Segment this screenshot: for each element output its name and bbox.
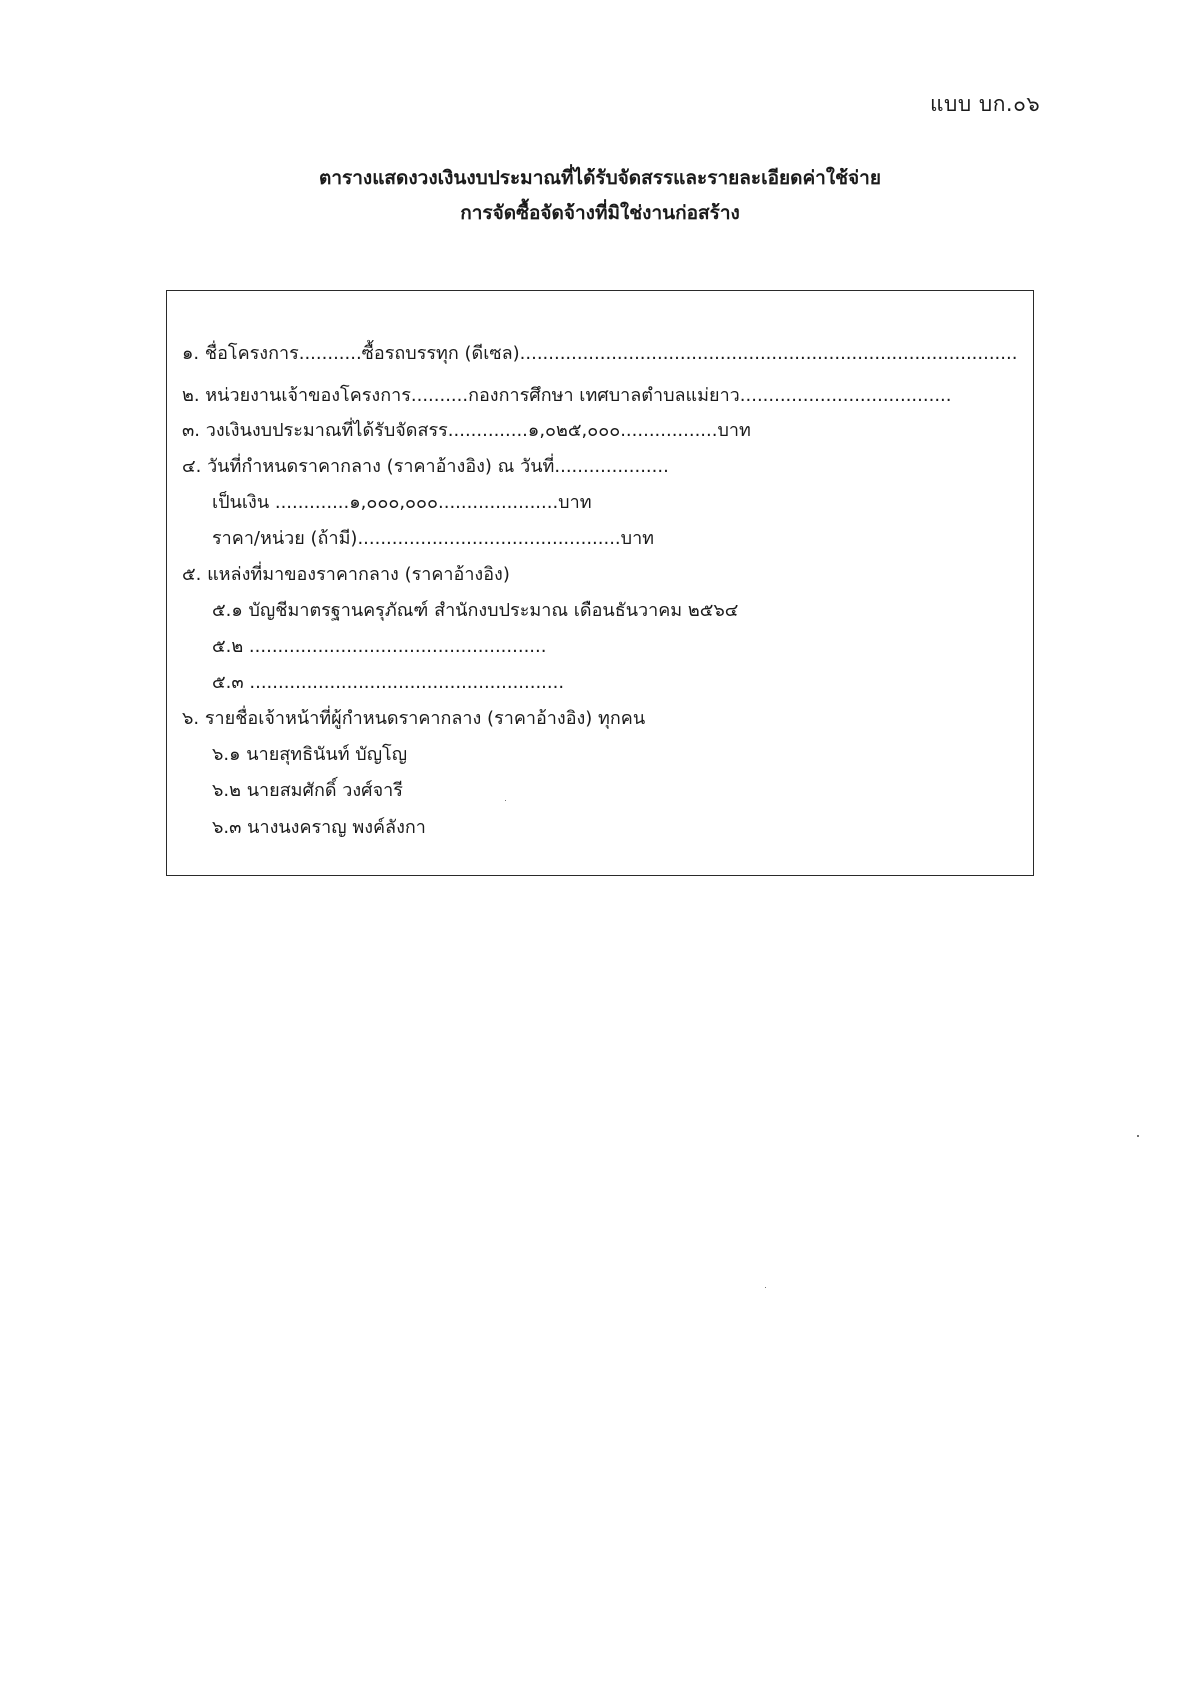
item-6-1: ๖.๑ นายสุทธินันท์ บัญโญ <box>212 744 408 765</box>
item-5-price-source: ๕. แหล่งที่มาของราคากลาง (ราคาอ้างอิง) <box>182 564 510 585</box>
item-5-2: ๕.๒ .................................................... <box>212 636 547 657</box>
scan-speck <box>505 800 506 801</box>
document-title-line-2: การจัดซื้อจัดจ้างที่มิใช่งานก่อสร้าง <box>460 202 740 224</box>
item-6-2: ๖.๒ นายสมศักดิ์ วงศ์จารี <box>212 780 403 801</box>
item-5-3: ๕.๓ ....................................................... <box>212 672 565 693</box>
item-5-1: ๕.๑ บัญชีมาตรฐานครุภัณฑ์ สำนักงบประมาณ เดือนธันวาคม ๒๕๖๔ <box>212 600 739 621</box>
item-6-3: ๖.๓ นางนงคราญ พงค์ลังกา <box>212 817 426 838</box>
document-title-line-1: ตารางแสดงวงเงินงบประมาณที่ได้รับจัดสรรและรายละเอียดค่าใช้จ่าย <box>319 167 881 189</box>
item-1-project-name: ๑. ชื่อโครงการ...........ซื้อรถบรรทุก (ดีเซล)....................................................................................... <box>182 343 1018 364</box>
item-4-unit-price: ราคา/หน่วย (ถ้ามี)..............................................บาท <box>212 528 655 549</box>
scan-speck <box>765 1287 766 1288</box>
form-code: แบบ บก.๐๖ <box>930 92 1041 116</box>
item-6-officials: ๖. รายชื่อเจ้าหน้าที่ผู้กำหนดราคากลาง (ราคาอ้างอิง) ทุกคน <box>182 708 646 729</box>
item-3-budget: ๓. วงเงินงบประมาณที่ได้รับจัดสรร..............๑,๐๒๕,๐๐๐.................บาท <box>182 420 751 441</box>
scan-speck <box>1137 1135 1139 1137</box>
item-4-reference-date: ๔. วันที่กำหนดราคากลาง (ราคาอ้างอิง) ณ วันที่.................... <box>182 456 669 477</box>
item-2-owner-agency: ๒. หน่วยงานเจ้าของโครงการ..........กองการศึกษา เทศบาลตำบลแม่ยาว..................................... <box>182 385 952 406</box>
item-4-amount: เป็นเงิน .............๑,๐๐๐,๐๐๐.....................บาท <box>212 492 592 513</box>
